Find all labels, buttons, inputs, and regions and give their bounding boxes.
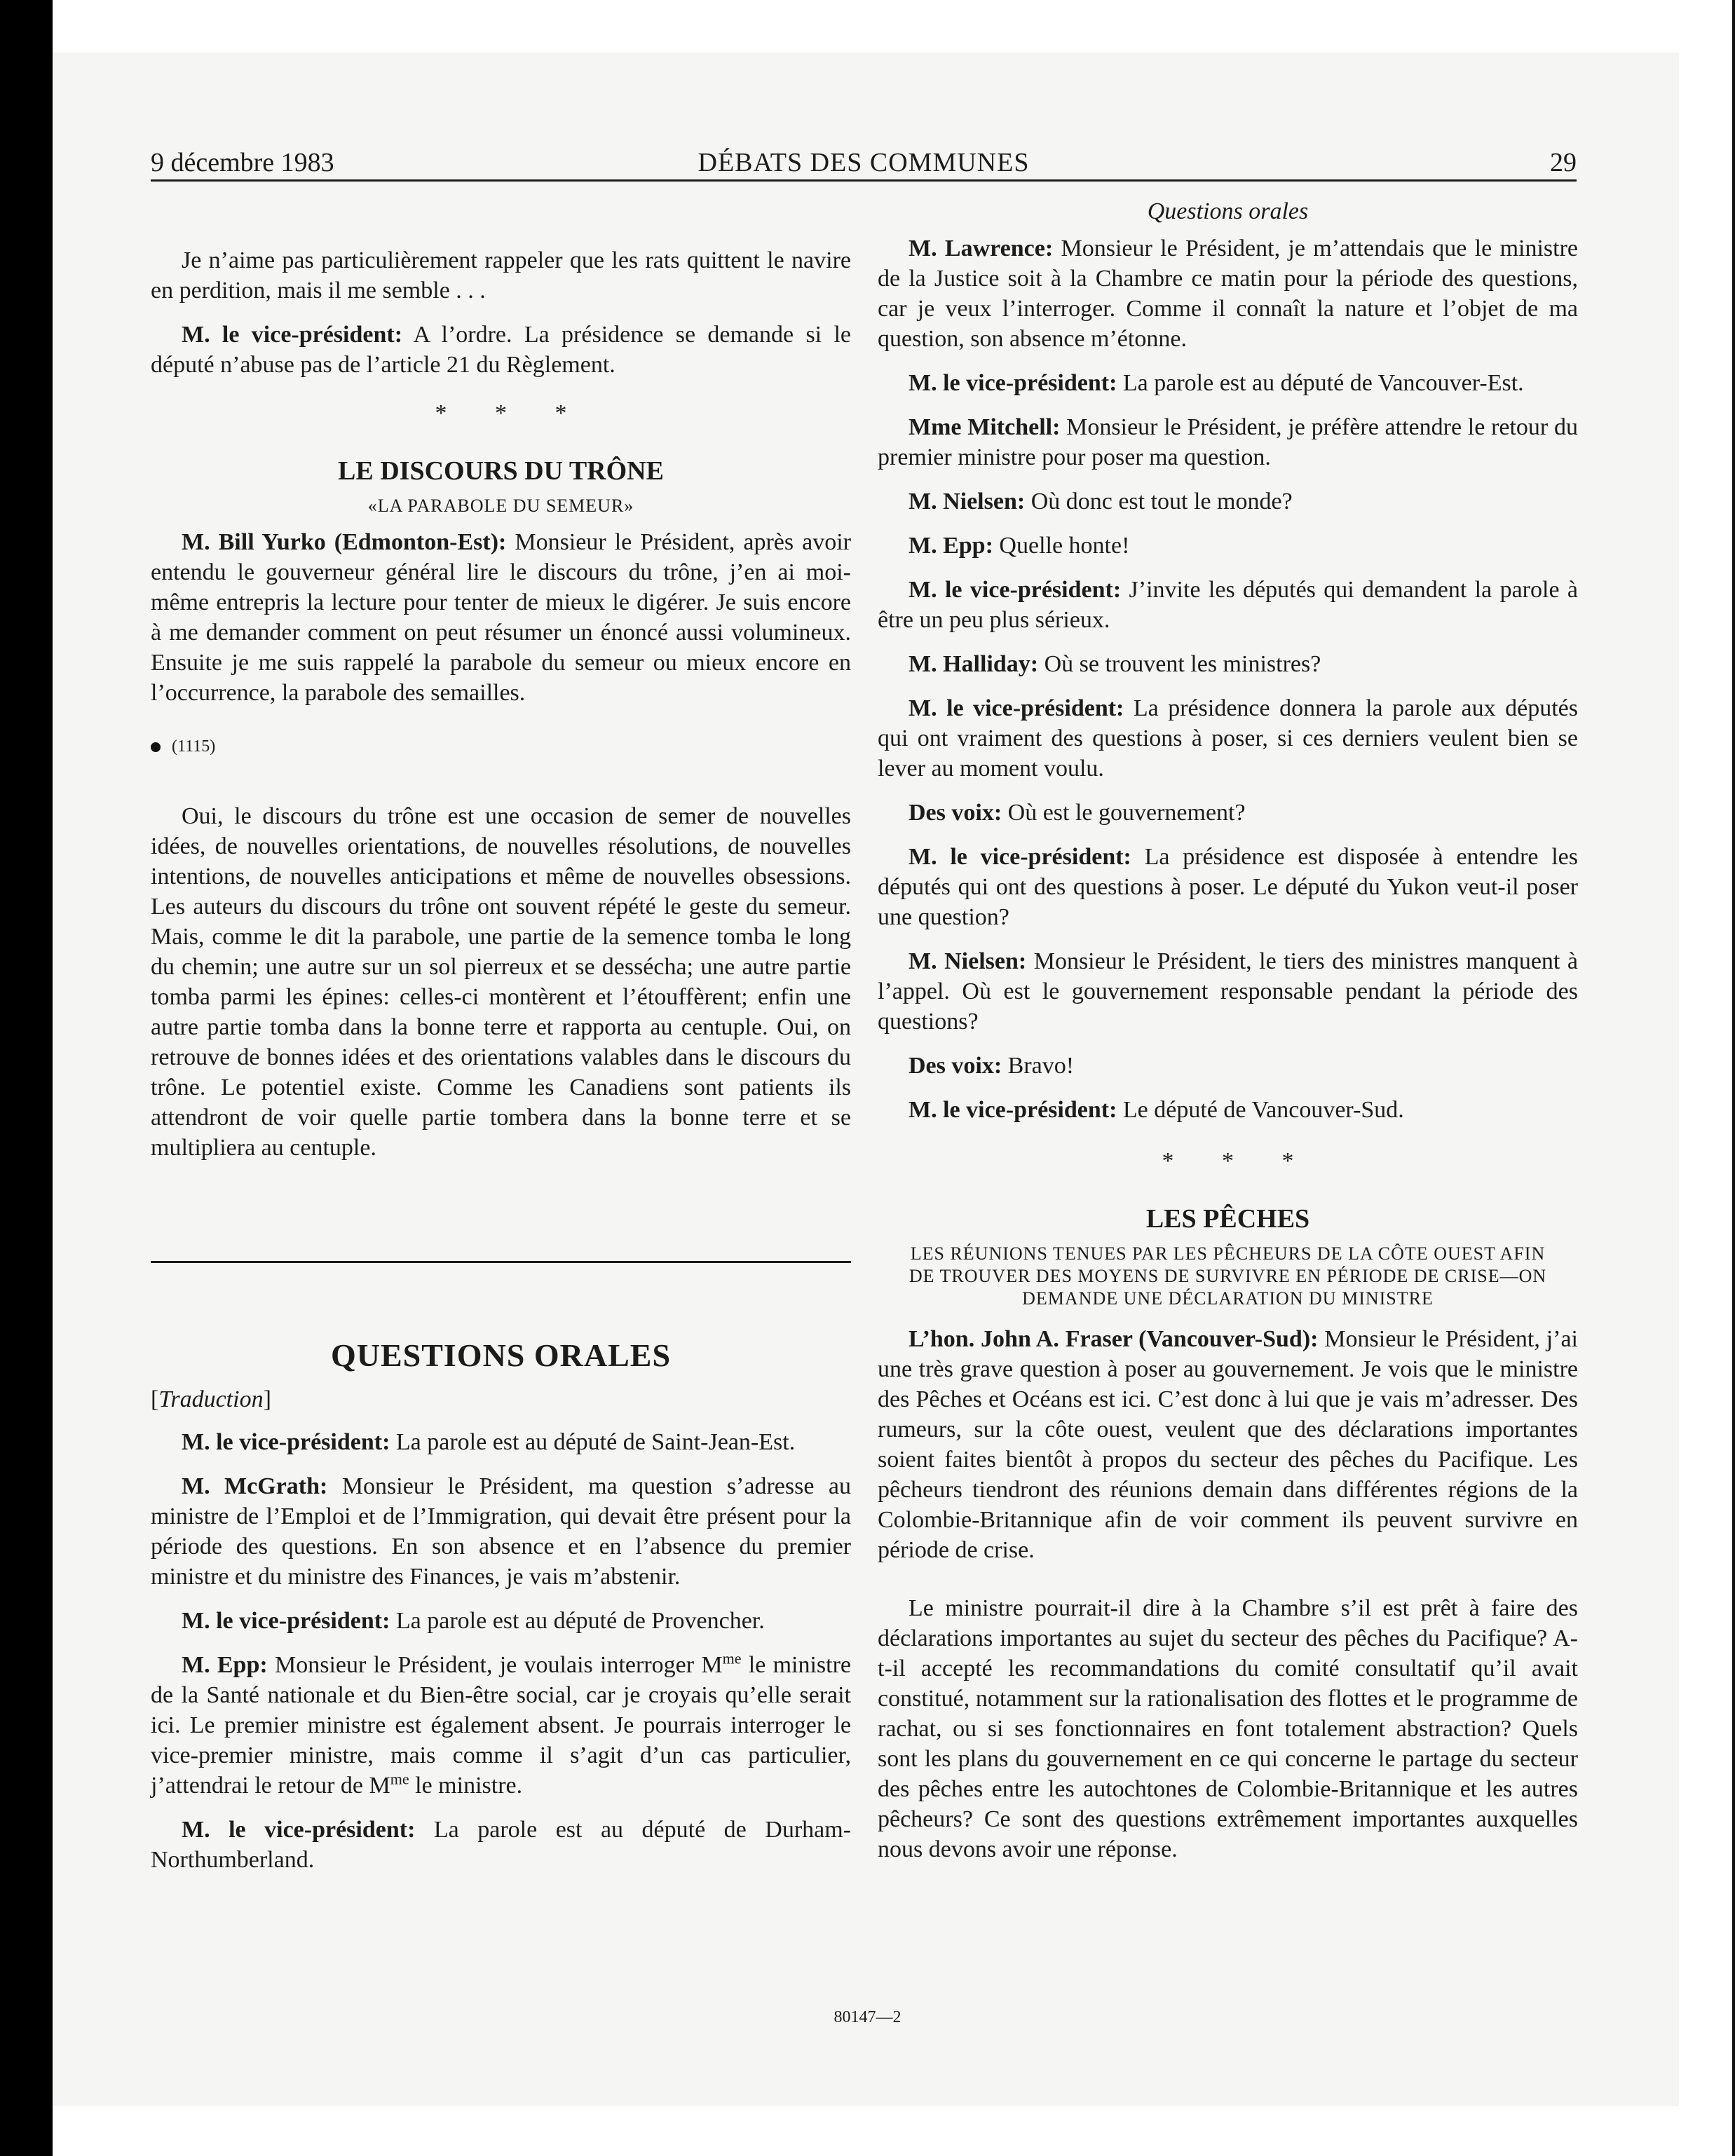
paragraph xyxy=(878,412,1578,472)
paragraph xyxy=(878,649,1578,679)
speaker-name: M. McGrath: xyxy=(182,1473,328,1499)
paragraph xyxy=(878,233,1578,354)
timestamp-text: (1115) xyxy=(172,737,216,756)
paragraph: Je n’aime pas particulièrement rappeler que les rats quittent le navire en perdition, mais il me semble . . . xyxy=(151,247,851,303)
paragraph xyxy=(878,575,1578,635)
speaker-name: M. Epp: xyxy=(182,1652,268,1678)
timestamp xyxy=(151,732,851,762)
column-section-header: Questions orales xyxy=(1147,198,1309,224)
speaker-name: M. Epp: xyxy=(909,533,993,559)
paragraph xyxy=(151,1427,851,1457)
speaker-name: M. le vice-président: xyxy=(182,322,403,348)
translation-note: [Traduction] xyxy=(151,1386,271,1412)
speaker-name: M. le vice-président: xyxy=(182,1429,390,1455)
speaker-name: M. le vice-président: xyxy=(182,1608,390,1634)
speech-text: le ministre de la Santé nationale et du Bien-être social, car je croyais qu’elle serait ici. Le premier ministre est également absent. Je pourrais interroger le vice-premier ministre, mais comme il s’agit d’un cas particulier, j’attendrai le retour de M xyxy=(151,1652,852,1799)
section-separator: * * * xyxy=(1162,1148,1315,1174)
section-heading: LES PÊCHES xyxy=(1145,1204,1310,1234)
speech-text: La parole est au député de Vancouver-Est. xyxy=(1117,370,1524,396)
speech-text: Quelle honte! xyxy=(993,533,1130,559)
speaker-name: M. Bill Yurko (Edmonton-Est): xyxy=(182,529,507,555)
right-column xyxy=(878,196,1578,1878)
speech-text: Monsieur le Président, je voulais interroger M xyxy=(267,1652,723,1678)
speech-text: La parole est au député de Provencher. xyxy=(390,1608,765,1634)
paragraph xyxy=(878,486,1578,517)
speaker-name: Mme Mitchell: xyxy=(909,414,1061,440)
speech-text: La parole est au député de Durham-Northumberland. xyxy=(151,1817,852,1873)
paragraph xyxy=(878,368,1578,398)
speech-text: Où se trouvent les ministres? xyxy=(1038,651,1321,677)
header-date: 9 décembre 1983 xyxy=(151,148,334,177)
speaker-name: M. le vice-président: xyxy=(909,1097,1117,1123)
translation-label: Traduction xyxy=(158,1386,264,1412)
header-title: DÉBATS DES COMMUNES xyxy=(698,148,1030,177)
running-head xyxy=(151,147,1577,182)
speech-text: Monsieur le Président, j’ai une très grave question à poser au gouvernement. Je vois que le ministre des Pêches et Océans est ici. C’est donc à lui que je vais m’adresser. Des rumeurs, sur la côte ouest, veulent que des déclarations importantes soient faites bientôt à propos du secteur des pêches du Pacifique. Les pêcheurs tiendront des réunions demain dans différentes régions de la Colombie-Britannique afin de voir comment ils peuvent survivre en période de crise. xyxy=(878,1326,1578,1563)
paragraph xyxy=(878,1095,1578,1125)
speech-text: le ministre. xyxy=(409,1773,523,1799)
paragraph xyxy=(878,1324,1578,1565)
speaker-name: M. Halliday: xyxy=(909,651,1039,677)
speaker-name: Des voix: xyxy=(909,800,1002,826)
speaker-name: L’hon. John A. Fraser (Vancouver-Sud): xyxy=(909,1326,1319,1352)
speaker-name: M. le vice-président: xyxy=(182,1817,416,1843)
paragraph xyxy=(878,693,1578,784)
section-subheading: «LA PARABOLE DU SEMEUR» xyxy=(367,496,634,516)
speech-text: Où donc est tout le monde? xyxy=(1025,489,1293,514)
speaker-name: M. Lawrence: xyxy=(909,236,1054,261)
superscript: me xyxy=(722,1649,742,1667)
paragraph xyxy=(151,1815,851,1875)
speech-text: La parole est au député de Saint-Jean-Est. xyxy=(390,1429,796,1455)
horizontal-rule xyxy=(151,1261,851,1263)
speech-text: Monsieur le Président, je préfère attendre le retour du premier ministre pour poser ma question. xyxy=(878,414,1578,470)
print-code: 80147—2 xyxy=(834,2008,901,2026)
speech-text: La présidence donnera la parole aux députés qui ont vraiment des questions à poser, si ces derniers veulent bien se lever au moment voulu. xyxy=(878,695,1578,782)
speaker-name: Des voix: xyxy=(909,1053,1002,1079)
speech-text: La présidence est disposée à entendre les députés qui ont des questions à poser. Le député du Yukon veut-il poser une question? xyxy=(878,844,1578,930)
paragraph xyxy=(151,320,851,380)
speaker-name: M. Nielsen: xyxy=(909,489,1026,514)
speech-text: A l’ordre. La présidence se demande si le député n’abuse pas de l’article 21 du Règlement. xyxy=(151,322,851,378)
paragraph xyxy=(878,842,1578,932)
speech-text: Monsieur le Président, je m’attendais que le ministre de la Justice soit à la Chambre ce matin pour la période des questions, car je veux l’interroger. Comme il connaît la nature et l’objet de ma question, son absence m’étonne. xyxy=(878,236,1578,352)
page-number: 29 xyxy=(1550,148,1577,177)
speaker-name: M. le vice-président: xyxy=(909,577,1122,603)
speaker-name: M. le vice-président: xyxy=(909,695,1124,721)
paragraph xyxy=(878,531,1578,561)
paragraph xyxy=(151,527,851,708)
speech-text: Monsieur le Président, après avoir entendu le gouverneur général lire le discours du trône, j’en ai moi-même entrepris la lecture pour tenter de mieux le digérer. Je suis encore à me demander comment on peut résumer un énoncé aussi volumineux. Ensuite je me suis rappelé la parabole du semeur ou mieux encore en l’occurrence, la parabole des semailles. xyxy=(151,529,851,706)
speech-text: J’invite les députés qui demandent la parole à être un peu plus sérieux. xyxy=(878,577,1578,633)
paragraph xyxy=(878,798,1578,828)
speech-text: Bravo! xyxy=(1002,1053,1075,1079)
paragraph: Oui, le discours du trône est une occasion de semer de nouvelles idées, de nouvelles orientations, de nouvelles résolutions, de nouvelles intentions, de nouvelles anticipations et même de nouvelles obsessions. Les auteurs du discours du trône ont souvent répété le geste du semeur. Mais, comme le dit la parabole, une partie de la semence tomba le long du chemin; une autre sur un sol pierreux et se dessécha; une autre partie tomba parmi les épines: celles-ci montèrent et l’étouffèrent; enfin une autre partie tomba dans la bonne terre et rapporta au centuple. Oui, on retrouve de bonnes idées et des orientations valables dans le discours du trône. Le potentiel existe. Comme les Canadiens sont patients ils attendront de voir quelle partie tombera dans la bonne terre et se multipliera au centuple. xyxy=(151,803,851,1161)
paragraph xyxy=(878,1051,1578,1081)
speaker-name: M. le vice-président: xyxy=(909,844,1131,870)
paragraph xyxy=(151,1471,851,1592)
paragraph xyxy=(151,1650,851,1801)
speech-text: Où est le gouvernement? xyxy=(1002,800,1246,826)
superscript: me xyxy=(390,1770,409,1788)
section-heading: LE DISCOURS DU TRÔNE xyxy=(338,456,664,486)
scan-edge-left xyxy=(0,0,53,2156)
bullet-icon xyxy=(151,742,161,752)
speech-text: Le député de Vancouver-Sud. xyxy=(1117,1097,1404,1123)
speaker-name: M. Nielsen: xyxy=(909,948,1027,974)
section-separator: * * * xyxy=(435,400,588,426)
scan-edge-right xyxy=(1732,0,1735,2156)
left-column xyxy=(151,196,851,1889)
section-heading: QUESTIONS ORALES xyxy=(330,1337,672,1373)
section-subheading: LES RÉUNIONS TENUES PAR LES PÊCHEURS DE LA CÔTE OUEST AFIN DE TROUVER DES MOYENS DE SURVIVRE EN PÉRIODE DE CRISE—ON DEMANDE UNE DÉCLARATION DU MINISTRE xyxy=(909,1243,1547,1309)
speech-text: Monsieur le Président, le tiers des ministres manquent à l’appel. Où est le gouvernement responsable pendant la période des questions? xyxy=(878,948,1578,1035)
speech-text: Monsieur le Président, ma question s’adresse au ministre de l’Emploi et de l’Immigration, qui devait être présent pour la période des questions. En son absence et en l’absence du premier ministre et du ministre des Finances, je vais m’abstenir. xyxy=(151,1473,851,1590)
paragraph xyxy=(151,1606,851,1636)
paragraph xyxy=(878,946,1578,1037)
paragraph: Le ministre pourrait-il dire à la Chambre s’il est prêt à faire des déclarations importantes au sujet du secteur des pêches du Pacifique? A-t-il accepté les recommandations du comité consultatif qu’il avait constitué, notamment sur la rationalisation des flottes et le programme de rachat, ou si ses fonctionnaires en font totalement abstraction? Quels sont les plans du gouvernement en ce qui concerne le partage du secteur des pêches entre les autochtones de Colombie-Britannique et les autres pêcheurs? Ce sont des questions extrêmement importantes auxquelles nous devons avoir une réponse. xyxy=(878,1595,1578,1862)
speaker-name: M. le vice-président: xyxy=(909,370,1117,396)
